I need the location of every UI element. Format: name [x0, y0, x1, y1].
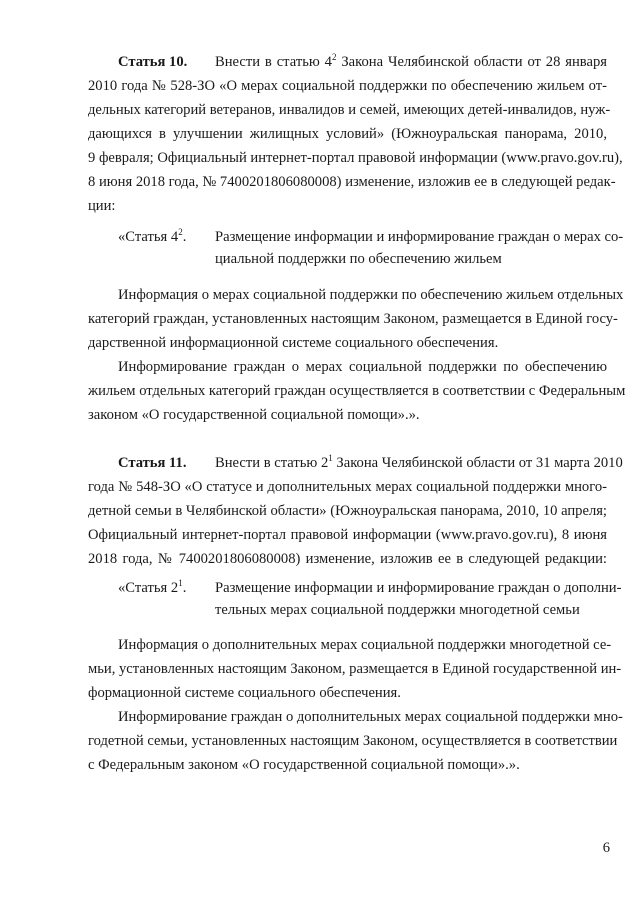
article-11-intro: Внести в статью $2^1$ Закона Челябинской области от 31 марта 2010	[215, 453, 623, 471]
text-line: ции:	[88, 198, 116, 214]
text-line: Информирование граждан о мерах социальной поддержки по обеспечению	[118, 359, 607, 375]
text-line: 2018 года, № 7400201806080008) изменение, изложив ее в следующей редакции:	[88, 551, 607, 567]
text-line: детной семьи в Челябинской области» (Южноуральская панорама, 2010, 10 апреля;	[88, 503, 607, 519]
text-line: 9 февраля; Официальный интернет-портал правовой информации (www.pravo.gov.ru),	[88, 150, 623, 166]
text-line: с Федеральным законом «О государственной социальной помощи».».	[88, 757, 520, 773]
text-line: законом «О государственной социальной помощи».».	[88, 407, 420, 423]
text-line: Информация о мерах социальной поддержки по обеспечению жильем отдельных	[118, 287, 624, 303]
text-line: годетной семьи, установленных настоящим Законом, осуществляется в соответствии	[88, 733, 618, 749]
article-11-heading: Статья 11.	[118, 455, 187, 471]
text-line: 2010 года № 528-ЗО «О мерах социальной поддержки по обеспечению жильем от-	[88, 78, 607, 94]
text-line: 8 июня 2018 года, № 7400201806080008) изменение, изложив ее в следующей редак-	[88, 174, 616, 190]
article-10-heading: Статья 10.	[118, 54, 188, 70]
sub-article-title-line: Размещение информации и информирование граждан о дополни-	[215, 580, 622, 596]
text-line: года № 548-ЗО «О статусе и дополнительных мерах социальной поддержки много-	[88, 479, 607, 495]
text-line: формационной системе социального обеспечения.	[88, 685, 401, 701]
text-line: дарственной информационной системе социального обеспечения.	[88, 335, 499, 351]
sub-article-label: «Статья $4^2$.	[118, 227, 187, 245]
article-10-first-line	[88, 50, 607, 74]
text-line: Информация о дополнительных мерах социальной поддержки многодетной се-	[118, 637, 612, 653]
text-line: дельных категорий ветеранов, инвалидов и семей, имеющих детей-инвалидов, нуж-	[88, 102, 611, 118]
sub-article-title-line: циальной поддержки по обеспечению жильем	[215, 251, 502, 267]
article-10-intro: Внести в статью $4^2$ Закона Челябинской области от 28 января	[215, 52, 607, 70]
text-line: категорий граждан, установленных настоящим Законом, размещается в Единой госу-	[88, 311, 618, 327]
sub-article-label: «Статья $2^1$.	[118, 578, 187, 596]
sub-article-title-line: тельных мерах социальной поддержки многодетной семьи	[215, 602, 580, 618]
text-line: мьи, установленных настоящим Законом, размещается в Единой государственной ин-	[88, 661, 622, 677]
text-line: дающихся в улучшении жилищных условий» (Южноуральская панорама, 2010,	[88, 126, 607, 142]
sub-article-title-line: Размещение информации и информирование граждан о мерах со-	[215, 229, 624, 245]
text-line: Информирование граждан о дополнительных мерах социальной поддержки мно-	[118, 709, 623, 725]
article-11-first-line	[88, 451, 623, 475]
text-line: жильем отдельных категорий граждан осуществляется в соответствии с Федеральным	[88, 383, 626, 399]
page-number: 6	[602, 840, 610, 856]
text-line: Официальный интернет-портал правовой информации (www.pravo.gov.ru), 8 июня	[88, 527, 607, 543]
